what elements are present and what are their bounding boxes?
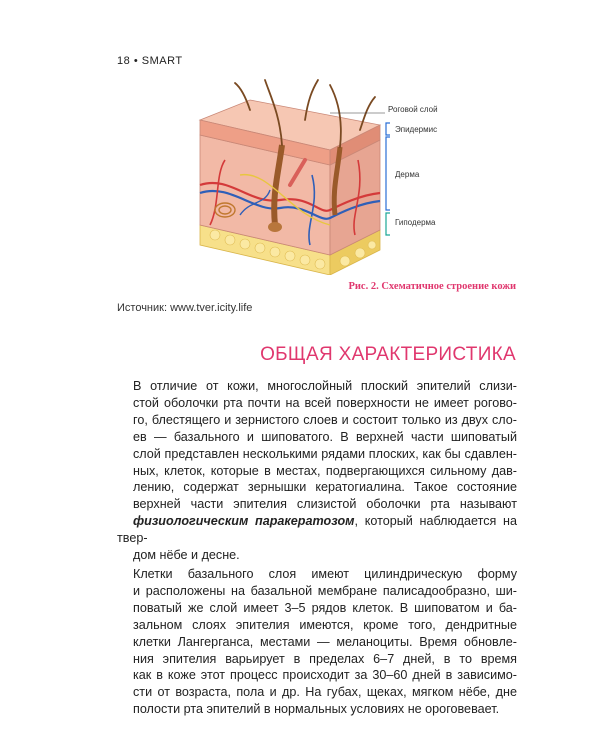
- text-line: поватый же слой имеет 3–5 рядов клеток. В шиповатом и ба-: [133, 600, 517, 615]
- text-line: полости рта эпителий в нормальных условиях не ороговевает.: [133, 702, 500, 717]
- text-line: клетки Лангерганса, местами — меланоциты. Время обновле-: [133, 634, 517, 649]
- text-line: лению, содержат зернышки кератогиалина. Такое состояние: [133, 480, 517, 495]
- text-line: как в коже этот процесс происходит за 30–60 дней в зависимо-: [133, 668, 517, 683]
- header-separator: •: [133, 55, 139, 67]
- text-line: и расположены на базальной мембране палисадообразно, ши-: [133, 583, 517, 598]
- label-hypodermis: Гиподерма: [395, 218, 436, 227]
- label-horny-layer: Роговой слой: [388, 105, 438, 114]
- paragraph-2: [117, 566, 517, 718]
- figure-source: Источник: www.tver.icity.life: [117, 302, 253, 314]
- page-number: 18: [117, 55, 131, 67]
- emphasized-term: физиологическим паракератозом: [133, 514, 355, 529]
- text-fragment: , который наблюдается на твер-: [117, 514, 517, 546]
- text-line: дом нёбе и десне.: [133, 548, 240, 563]
- text-line: верхней части эпителия слизистой оболочки рта называют: [133, 497, 517, 512]
- body-text: [117, 378, 517, 718]
- section-heading: ОБЩАЯ ХАРАКТЕРИСТИКА: [260, 344, 516, 365]
- text-line: ных, клеток, которые в местах, подвергающихся сильному дав-: [133, 463, 517, 478]
- text-line: [117, 513, 517, 547]
- text-line: зальном слоях эпителия имеются, кроме того, дендритные: [133, 617, 517, 632]
- text-line: стой оболочки рта почти на всей поверхности не имеет рогово-: [133, 395, 517, 410]
- text-line: В отличие от кожи, многослойный плоский эпителий слизи-: [133, 379, 517, 393]
- label-dermis: Дерма: [395, 170, 420, 179]
- text-line: ния эпителия варьирует в пределах 6–7 дней, в то время: [133, 651, 517, 666]
- text-line: го, блестящего и зернистого слоев и состоит только из двух сло-: [133, 412, 517, 427]
- text-line: Клетки базального слоя имеют цилиндрическую форму: [133, 566, 517, 581]
- text-line: ев — базального и шиповатого. В верхней части шиповатый: [133, 429, 517, 444]
- label-epidermis: Эпидермис: [395, 125, 438, 134]
- text-line: слой представлен несколькими рядами плоских, как бы сдавлен-: [133, 446, 517, 461]
- figure-caption: Рис. 2. Схематичное строение кожи: [348, 281, 516, 292]
- text-line: сти от возраста, пола и др. На губах, щеках, мягком нёбе, дне: [133, 685, 517, 700]
- running-header: [117, 55, 183, 67]
- series-name: SMART: [141, 55, 183, 67]
- paragraph-1: [117, 378, 517, 564]
- skin-diagram: [180, 75, 480, 275]
